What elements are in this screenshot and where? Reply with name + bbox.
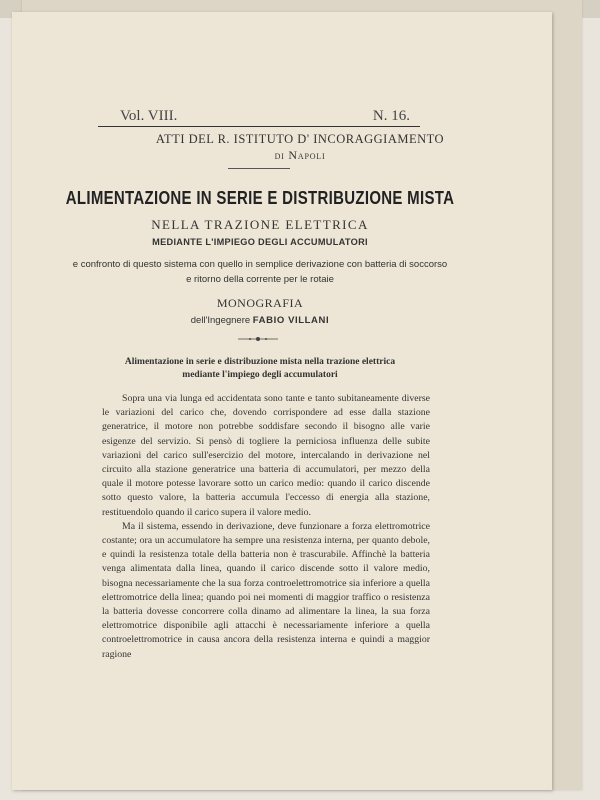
- volume-label: Vol. VIII.: [120, 108, 178, 124]
- main-title: ALIMENTAZIONE IN SERIE E DISTRIBUZIONE MISTA: [65, 188, 455, 209]
- monografia-label: MONOGRAFIA: [216, 296, 304, 310]
- description-line-2: e ritorno della corrente per le rotaie: [186, 274, 334, 285]
- paragraph: Ma il sistema, essendo in derivazione, deve funzionare a forza elettromotrice costante; ora un accumulatore ha sempre una resistenza interna, per quanto debole, e quindi la resistenza totale della batteria non è trascurabile. Affinchè la batteria venga alimentata dalla linea, quando il carico discende sotto il valore medio, bisogna necessariamente che la sua forza controelettromotrice sia inferiore a quella elettromotrice della linea; quando poi nei momenti di maggior traffico o resistenza la batteria dovesse concorrere colla dinamo ad alimentare la linea, la sua forza elettromotrice disponibile agli attacchi è necessariamente inferiore a quella controelettromotrice in causa ancora della resistenza interna e quindi a maggior ragione: [102, 520, 430, 660]
- paragraph: Sopra una via lunga ed accidentata sono tante e tanto subitaneamente diverse le variazioni del carico che, dovendo corrispondere ad esse dalla stazione generatrice, il motore non potrebbe soddisfare secondo il bisogno alle varie esigenze del servizio. Si pensò di togliere la perniciosa influenza delle subite variazioni del carico sull'esercizio del motore, intercalando in derivazione nel circuito alla stazione generatrice una batteria di accumulatori, per mezzo della quale il motore potesse lavorare sotto un carico medio: quando il carico discende sotto questo valore, la batteria accumula l'eccesso di energia alla stazione, restituendolo quando il carico supera il valore medio.: [102, 393, 430, 518]
- section-heading-line-1: Alimentazione in serie e distribuzione mista nella trazione elettrica: [124, 357, 396, 367]
- author-name: FABIO VILLANI: [252, 315, 330, 326]
- title-description: [0, 257, 520, 287]
- body-text: [102, 392, 430, 662]
- subtitle-2: MEDIANTE L'IMPIEGO DEGLI ACCUMULATORI: [152, 237, 368, 247]
- description-line-1: e confronto di questo sistema con quello in semplice derivazione con batteria di soccorso: [72, 259, 448, 270]
- subtitle-1: NELLA TRAZIONE ELETTRICA: [151, 217, 369, 232]
- section-heading: [0, 356, 520, 382]
- short-rule: [228, 168, 290, 169]
- author-line: [0, 315, 520, 326]
- header-rule: [98, 126, 420, 127]
- institution-name: ATTI DEL R. ISTITUTO D' INCORAGGIAMENTO: [155, 132, 445, 146]
- author-prefix: dell'Ingegnere: [190, 315, 251, 326]
- institution-city: di Napoli: [274, 148, 326, 162]
- ornament-divider: [238, 336, 278, 342]
- section-heading-line-2: mediante l'impiego degli accumulatori: [182, 370, 338, 380]
- volume-header: [110, 108, 410, 126]
- number-label: N. 16.: [372, 108, 410, 124]
